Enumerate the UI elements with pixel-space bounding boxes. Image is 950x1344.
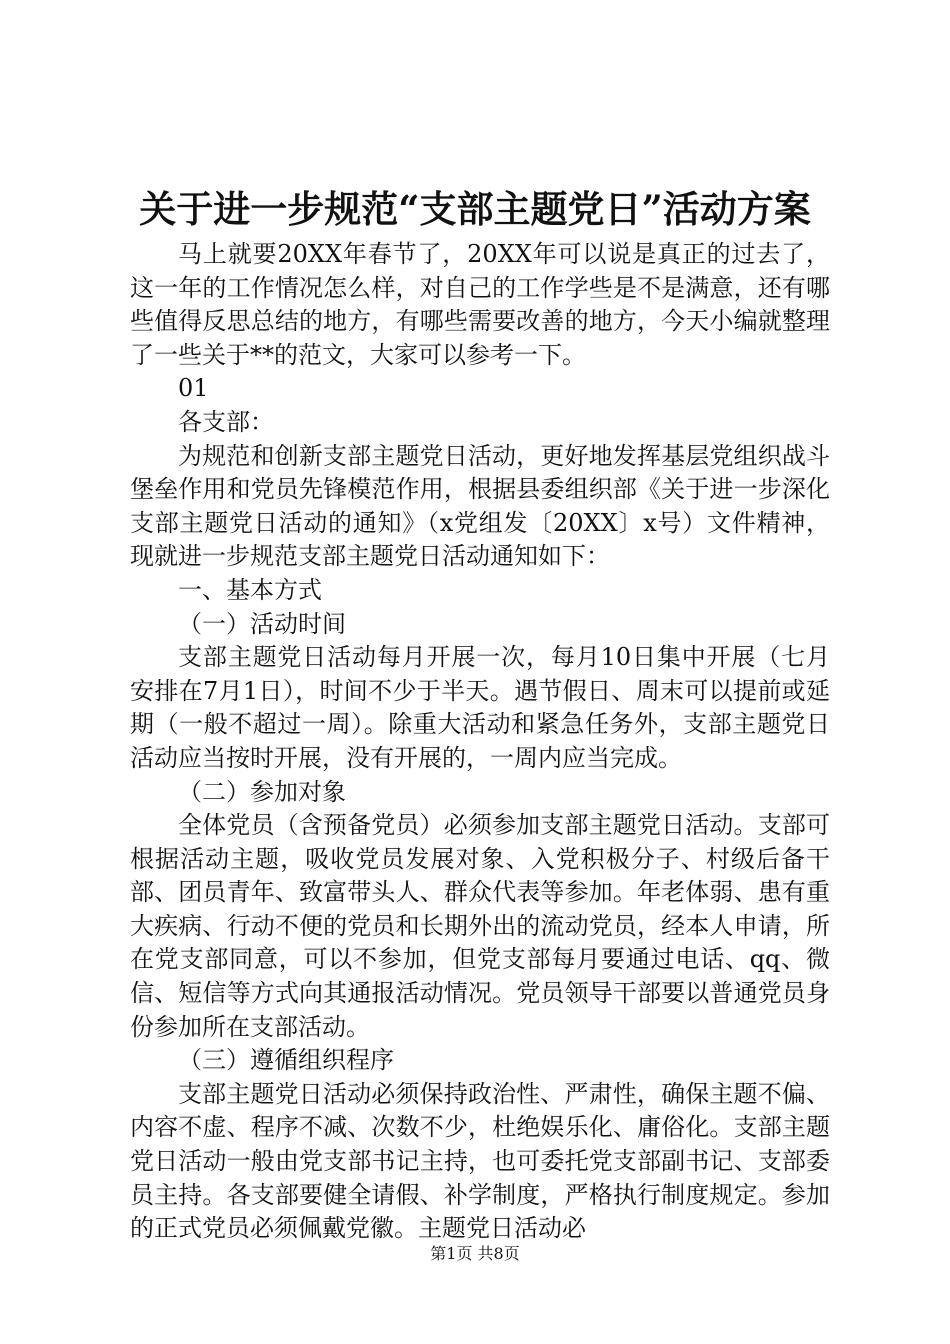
subheading-participants: （二）参加对象 <box>178 777 346 806</box>
participants-paragraph: 全体党员（含预备党员）必须参加支部主题党日活动。支部可根据活动主题，吸收党员发展对象、入党积极分子、村级后备干部、团员青年、致富带头人、群众代表等参加。年老体弱、患有重大疾病、行动不便的党员和长期外出的流动党员，经本人申请，所在党支部同意，可以不参加，但党支部每月要通过电话、qq、微信、短信等方式向其通报活动情况。党员领导干部要以普通党员身份参加所在支部活动。 <box>130 811 830 1041</box>
document-title: 关于进一步规范“支部主题党日”活动方案 <box>139 187 811 231</box>
document-body <box>130 238 830 1246</box>
notice-paragraph: 为规范和创新支部主题党日活动，更好地发挥基层党组织战斗堡垒作用和党员先锋模范作用，根据县委组织部《关于进一步深化支部主题党日活动的通知》（x党组发〔20XX〕x号）文件精神，现就进一步规范支部主题党日活动通知如下： <box>130 441 830 571</box>
procedure-paragraph: 支部主题党日活动必须保持政治性、严肃性，确保主题不偏、内容不虚、程序不减、次数不少，杜绝娱乐化、庸俗化。支部主题党日活动一般由党支部书记主持，也可委托党支部副书记、支部委员主持。各支部要健全请假、补学制度，严格执行制度规定。参加的正式党员必须佩戴党徽。主题党日活动必 <box>130 1079 830 1243</box>
subheading-activity-time: （一）活动时间 <box>178 609 346 638</box>
intro-paragraph: 马上就要20XX年春节了，20XX年可以说是真正的过去了，这一年的工作情况怎么样，对自己的工作学些是不是满意，还有哪些值得反思总结的地方，有哪些需要改善的地方，今天小编就整理了一些关于**的范文，大家可以参考一下。 <box>130 240 830 369</box>
page-footer: 第1页 共8页 <box>430 1244 520 1263</box>
salutation: 各支部： <box>178 407 274 436</box>
subheading-procedure: （三）遵循组织程序 <box>178 1046 394 1075</box>
heading-basic-method: 一、基本方式 <box>178 575 322 604</box>
section-number: 01 <box>178 374 209 403</box>
activity-time-paragraph: 支部主题党日活动每月开展一次，每月10日集中开展（七月安排在7月1日），时间不少于半天。遇节假日、周末可以提前或延期（一般不超过一周）。除重大活动和紧急任务外，支部主题党日活动应当按时开展，没有开展的，一周内应当完成。 <box>130 643 830 772</box>
